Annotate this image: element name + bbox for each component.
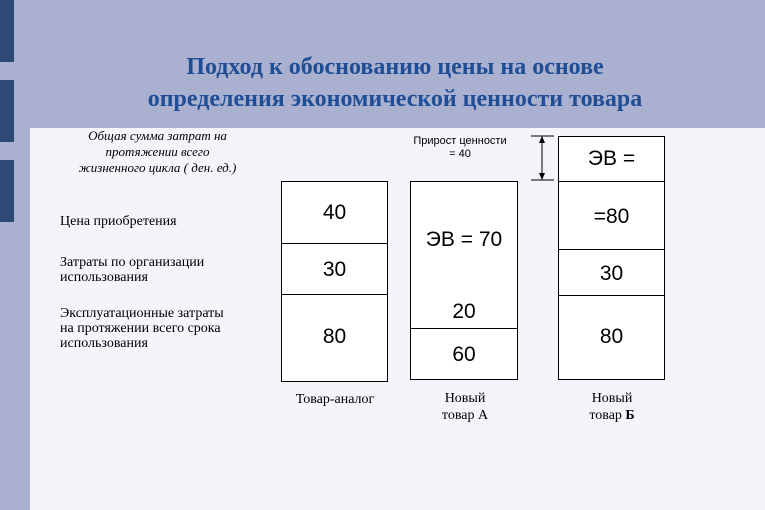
growth-bracket: [530, 133, 556, 183]
divider: [281, 243, 388, 244]
divider: [558, 295, 665, 296]
row-label-price: Цена приобретения: [60, 214, 177, 229]
slide-title-line2: определения экономической ценности товара: [147, 86, 643, 112]
analog-org-value: 30: [322, 258, 347, 281]
product-b-price-value: =80: [593, 205, 630, 228]
analog-caption: Товар-аналог: [295, 392, 375, 407]
product-b-caption: Новый товар Б: [589, 391, 635, 423]
product-a-org-value: 20: [452, 300, 476, 323]
value-growth-label: Прирост ценности = 40: [413, 135, 507, 160]
product-a-caption: Новый товар А: [441, 391, 489, 423]
divider: [281, 294, 388, 295]
product-a-ops-value: 60: [452, 343, 476, 366]
product-b-ops-value: 80: [599, 325, 624, 348]
left-accent-bar: [0, 0, 14, 62]
divider: [558, 249, 665, 250]
analog-price-value: 40: [322, 201, 347, 224]
slide-title-line1: Подход к обоснованию цены на основе: [186, 54, 604, 80]
product-b-org-value: 30: [599, 262, 624, 285]
row-label-org-costs: Затраты по организации использования: [60, 255, 205, 285]
product-a-ev-value: ЭВ = 70: [425, 228, 503, 251]
total-cost-note: Общая сумма затрат на протяжении всего жизненного цикла ( ден. ед.): [78, 128, 237, 175]
analog-ops-value: 80: [322, 325, 347, 348]
row-label-operating-costs: Эксплуатационные затраты на протяжении всего срока использования: [60, 306, 224, 351]
left-accent-bar: [0, 160, 14, 222]
divider: [410, 328, 518, 329]
product-b-ev-label: ЭВ =: [587, 147, 636, 170]
left-accent-bar: [0, 80, 14, 142]
